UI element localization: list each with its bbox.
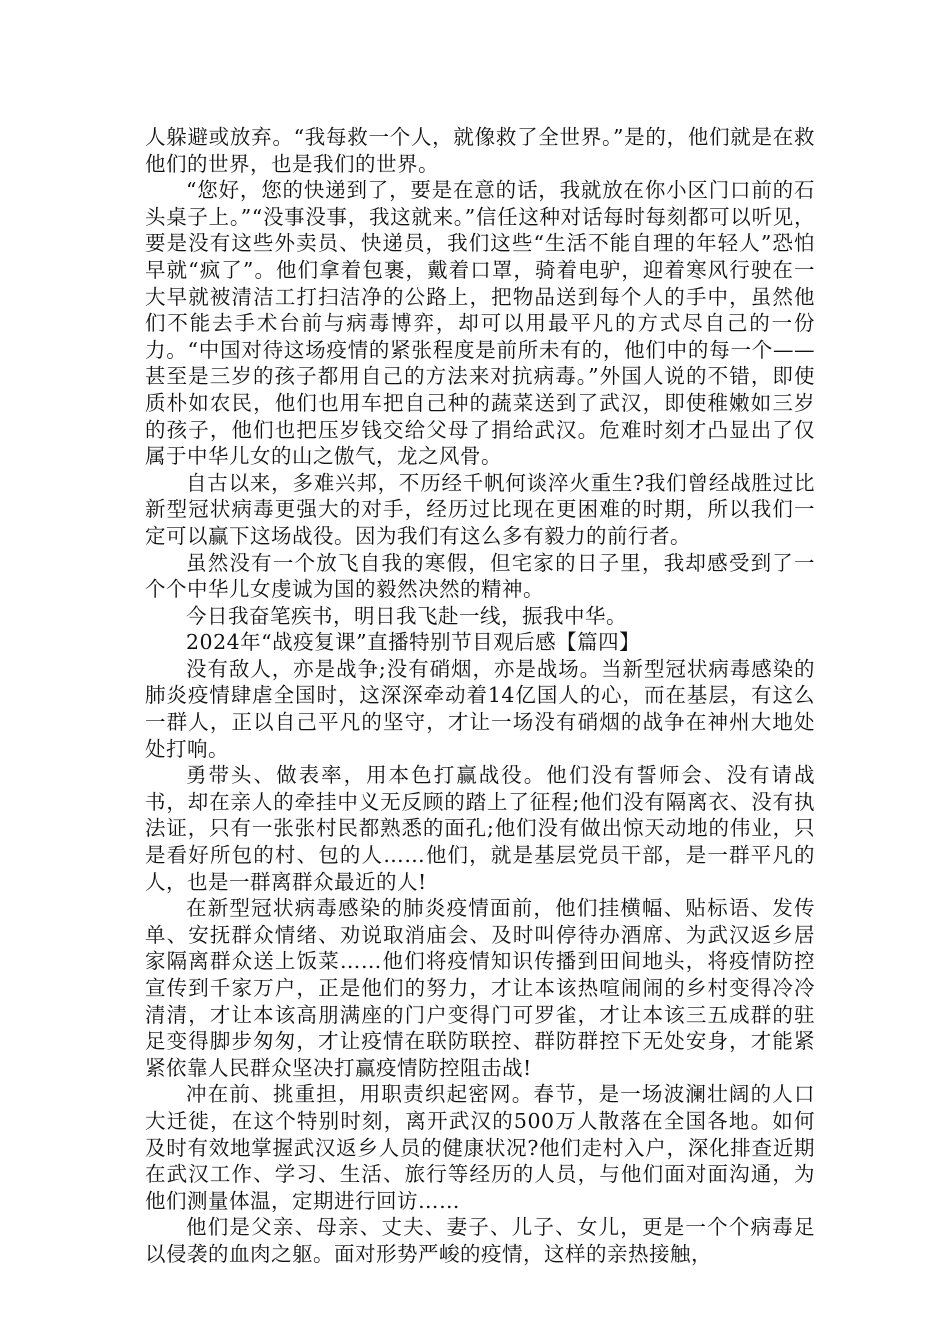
document-body — [145, 124, 815, 1268]
paragraph-2: “您好，您的快递到了，要是在意的话，我就放在你小区门口前的石头桌子上。”“没事没事，我这就来。”信任这种对话每时每刻都可以听见，要是没有这些外卖员、快递员，我们这些“生活不能自理的年轻人”恐怕早就“疯了”。他们拿着包裹，戴着口罩，骑着电驴，迎着寒风行驶在一大早就被清洁工打扫洁净的公路上，把物品送到每个人的手中，虽然他们不能去手术台前与病毒博弈，却可以用最平凡的方式尽自己的一份力。“中国对待这场疫情的紧张程度是前所未有的，他们中的每一个——甚至是三岁的孩子都用自己的方法来对抗病毒。”外国人说的不错，即使质朴如农民，他们也用车把自己种的蔬菜送到了武汉，即使稚嫩如三岁的孩子，他们也把压岁钱交给父母了捐给武汉。危难时刻才凸显出了仅属于中华儿女的山之傲气，龙之风骨。 — [145, 178, 815, 469]
paragraph-4: 虽然没有一个放飞自我的寒假，但宅家的日子里，我却感受到了一个个中华儿女虔诚为国的毅然决然的精神。 — [145, 550, 815, 602]
paragraph-8: 勇带头、做表率，用本色打赢战役。他们没有誓师会、没有请战书，却在亲人的牵挂中义无反顾的踏上了征程;他们没有隔离衣、没有执法证，只有一张张村民都熟悉的面孔;他们没有做出惊天动地的伟业，只是看好所包的村、包的人……他们，就是基层党员干部，是一群平凡的人，也是一群离群众最近的人! — [145, 763, 815, 894]
section-heading: 2024年“战疫复课”直播特别节目观后感【篇四】 — [186, 630, 641, 655]
paragraph-9: 在新型冠状病毒感染的肺炎疫情面前，他们挂横幅、贴标语、发传单、安抚群众情绪、劝说取消庙会、及时叫停待办酒席、为武汉返乡居家隔离群众送上饭菜……他们将疫情知识传播到田间地头，将疫情防控宣传到千家万户，正是他们的努力，才让本该热喧闹闹的乡村变得冷冷清清，才让本该高朋满座的门户变得门可罗雀，才让本该三五成群的驻足变得脚步匆匆，才让疫情在联防联控、群防群控下无处安身，才能紧紧依靠人民群众坚决打赢疫情防控阻击战! — [145, 896, 815, 1080]
paragraph-7: 没有敌人，亦是战争;没有硝烟，亦是战场。当新型冠状病毒感染的肺炎疫情肆虐全国时，这深深牵动着14亿国人的心，而在基层，有这么一群人，正以自己平凡的坚守，才让一场没有硝烟的战争在神州大地处处打响。 — [145, 656, 815, 761]
paragraph-3: 自古以来，多难兴邦，不历经千帆何谈淬火重生?我们曾经战胜过比新型冠状病毒更强大的对手，经历过比现在更困难的时期，所以我们一定可以赢下这场战役。因为我们有这么多有毅力的前行者。 — [145, 470, 815, 548]
paragraph-10: 冲在前、挑重担，用职责织起密网。春节，是一场波澜壮阔的人口大迁徙，在这个特别时刻，离开武汉的500万人散落在全国各地。如何及时有效地掌握武汉返乡人员的健康状况?他们走村入户，深化排查近期在武汉工作、学习、生活、旅行等经历的人员，与他们面对面沟通，为他们测量体温，定期进行回访…… — [145, 1082, 815, 1213]
paragraph-5: 今日我奋笔疾书，明日我飞赴一线，振我中华。 — [186, 603, 627, 628]
paragraph-11: 他们是父亲、母亲、丈夫、妻子、儿子、女儿，更是一个个病毒足以侵袭的血肉之躯。面对形势严峻的疫情，这样的亲热接触， — [145, 1215, 815, 1266]
paragraph-1: 人躲避或放弃。“我每救一个人，就像救了全世界。”是的，他们就是在救他们的世界，也是我们的世界。 — [145, 125, 815, 176]
